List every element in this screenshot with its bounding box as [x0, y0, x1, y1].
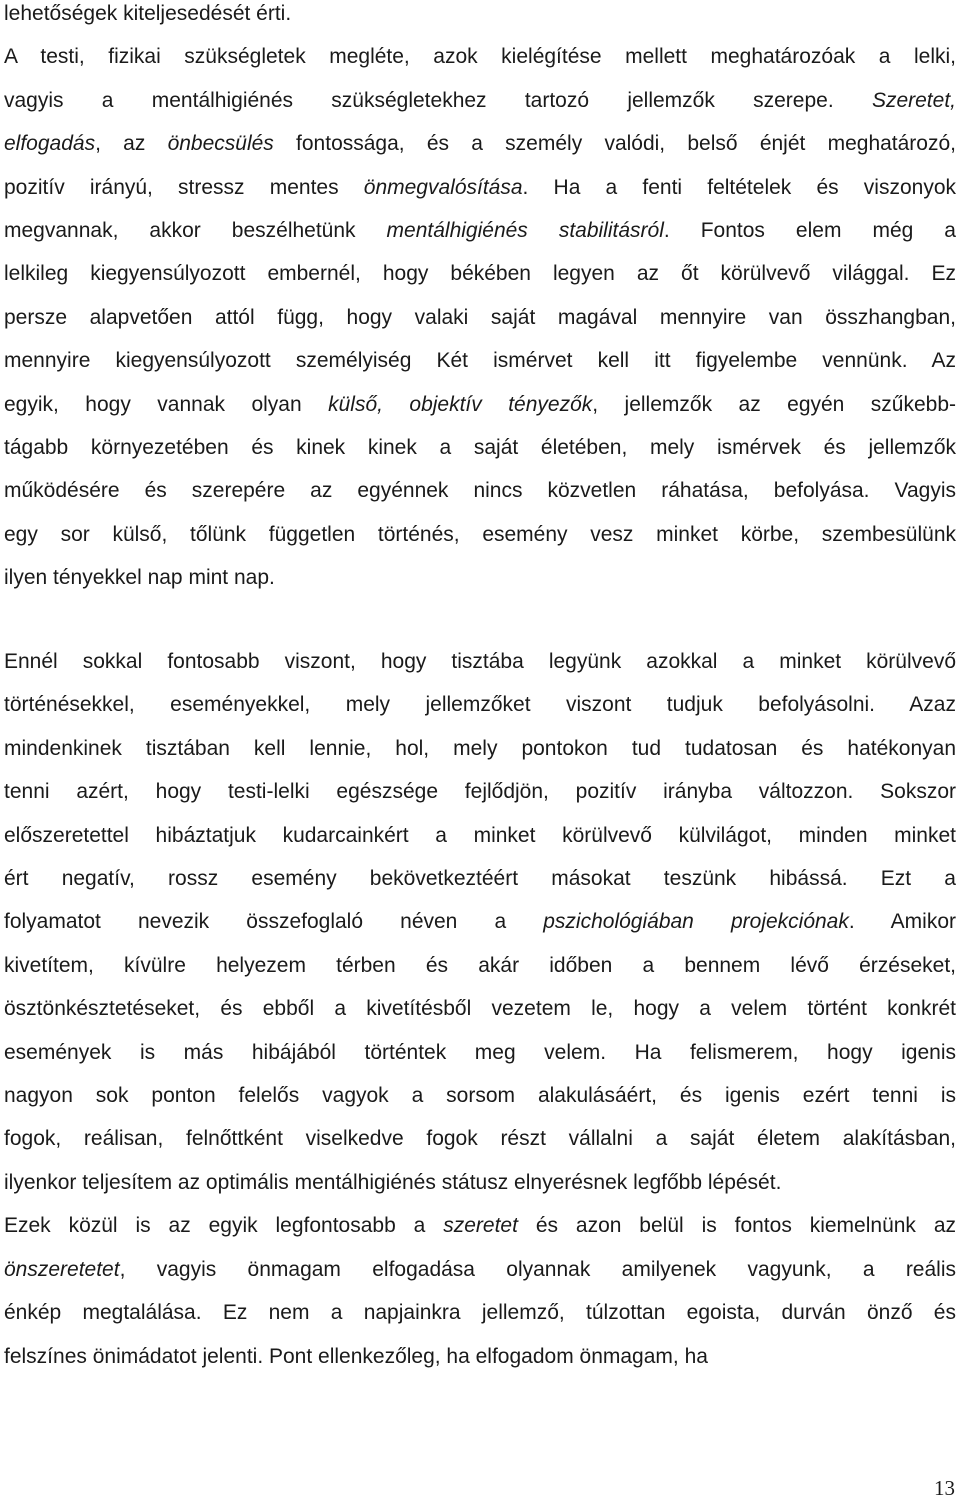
text-line	[4, 252, 956, 295]
italic-term: önbecsülés	[167, 132, 274, 156]
text-line	[4, 209, 956, 252]
text-line	[4, 1117, 956, 1160]
text-line	[4, 35, 956, 78]
text-run: tágabb környezetében és kinek kinek a saját életében, mely ismérvek és jellemzők	[4, 436, 956, 460]
text-run: tenni azért, hogy testi-lelki egészsége fejlődjön, pozitív irányba változzon. Sokszor	[4, 780, 956, 804]
italic-term: külső, objektív tényezők	[328, 392, 593, 416]
text-run: fontossága, és a személy valódi, belső énjét meghatározó,	[273, 132, 956, 156]
text-line	[4, 296, 956, 339]
text-line	[4, 900, 956, 943]
text-line	[4, 857, 956, 900]
text-run: . Fontos elem még a	[663, 219, 956, 243]
text-run: pozitív irányú, stressz mentes	[4, 175, 364, 199]
italic-term: pszichológiában projekciónak	[543, 910, 849, 934]
text-run: ösztönkésztetéseket, és ebből a kivetítésből vezetem le, hogy a velem történt konkrét	[4, 997, 956, 1021]
text-line	[4, 383, 956, 426]
text-line	[4, 79, 956, 122]
text-run: . Ha a fenti feltételek és viszonyok	[522, 175, 957, 199]
text-run: fogok, reálisan, felnőttként viselkedve fogok részt vállalni a saját életem alakításban,	[4, 1127, 956, 1151]
text-run: egyik, hogy vannak olyan	[4, 392, 329, 416]
paragraph-2	[4, 640, 956, 1378]
text-run: működésére és szerepére az egyénnek nincs közvetlen ráhatása, befolyása. Vagyis	[4, 479, 956, 503]
italic-term: elfogadás	[4, 132, 96, 156]
text-run: Ezek közül is az egyik legfontosabb a	[4, 1214, 444, 1238]
italic-term: önszeretetet	[4, 1257, 120, 1281]
text-line	[4, 814, 956, 857]
text-run: , vagyis önmagam elfogadása olyannak amilyenek vagyunk, a reális	[119, 1257, 956, 1281]
text-run: egy sor külső, tőlünk független történés, esemény vesz minket körbe, szembesülünk	[4, 522, 956, 546]
text-line	[4, 166, 956, 209]
text-line	[4, 683, 956, 726]
text-run: történésekkel, eseményekkel, mely jellemzőket viszont tudjuk befolyásolni. Azaz	[4, 693, 956, 717]
text-run: lehetőségek kiteljesedését érti.	[4, 2, 292, 25]
italic-term: mentálhigiénés stabilitásról	[386, 219, 664, 243]
text-run: A testi, fizikai szükségletek megléte, azok kielégítése mellett meghatározóak a lelki,	[4, 45, 956, 69]
text-line	[4, 640, 956, 683]
text-line	[4, 1335, 956, 1378]
text-run: ilyen tényekkel nap mint nap.	[4, 566, 275, 590]
text-run: nagyon sok ponton felelős vagyok a sorsom alakulásáért, és igenis ezért tenni is	[4, 1084, 956, 1108]
paragraph-1	[4, 0, 956, 600]
italic-term: önmegvalósítása	[363, 175, 523, 199]
page-number: 13	[934, 1476, 955, 1500]
text-run: énkép megtalálása. Ez nem a napjainkra jellemző, túlzottan egoista, durván önző és	[4, 1301, 956, 1325]
text-run: . Amikor	[848, 910, 956, 934]
text-run: persze alapvetően attól függ, hogy valaki saját magával mennyire van összhangban,	[4, 305, 956, 329]
text-run: , jellemzők az egyén szűkebb-	[592, 392, 957, 416]
text-line	[4, 556, 956, 599]
italic-term: szeretet	[443, 1214, 518, 1238]
text-run: megvannak, akkor beszélhetünk	[4, 219, 387, 243]
text-run: Ennél sokkal fontosabb viszont, hogy tisztába legyünk azokkal a minket körülvevő	[4, 650, 956, 673]
text-run: kivetítem, kívülre helyezem térben és akár időben a bennem lévő érzéseket,	[4, 953, 956, 977]
text-run: vagyis a mentálhigiénés szükségletekhez tartozó jellemzők szerepe.	[4, 88, 872, 112]
italic-term: Szeretet,	[871, 88, 956, 112]
text-run: és azon belül is fontos kiemelnünk az	[517, 1214, 956, 1238]
text-run: felszínes önimádatot jelenti. Pont ellenkezőleg, ha elfogadom önmagam, ha	[4, 1344, 708, 1368]
text-line	[4, 1204, 956, 1247]
text-line	[4, 513, 956, 556]
text-line	[4, 426, 956, 469]
text-run: mindenkinek tisztában kell lennie, hol, mely pontokon tud tudatosan és hatékonyan	[4, 736, 956, 760]
text-line	[4, 987, 956, 1030]
text-run: ilyenkor teljesítem az optimális mentálhigiénés státusz elnyerésnek legfőbb lépését.	[4, 1170, 782, 1194]
text-run: mennyire kiegyensúlyozott személyiség Két ismérvet kell itt figyelembe vennünk. Az	[4, 349, 956, 373]
text-line	[4, 1248, 956, 1291]
text-line	[4, 1291, 956, 1334]
text-run: , az	[95, 132, 168, 156]
text-line	[4, 122, 956, 165]
text-line	[4, 944, 956, 987]
text-run: folyamatot nevezik összefoglaló néven a	[4, 910, 544, 934]
text-run: ért negatív, rossz esemény bekövetkeztéért másokat teszünk hibássá. Ezt a	[4, 867, 956, 891]
text-line	[4, 1074, 956, 1117]
text-run: előszeretettel hibáztatjuk kudarcainkért a minket körülvevő külvilágot, minden minket	[4, 823, 956, 847]
text-line	[4, 469, 956, 512]
text-run: lelkileg kiegyensúlyozott embernél, hogy békében legyen az őt körülvevő világgal. Ez	[4, 262, 956, 286]
text-line	[4, 770, 956, 813]
text-run: események is más hibájából történtek meg velem. Ha felismerem, hogy igenis	[4, 1040, 956, 1064]
text-line	[4, 339, 956, 382]
text-line	[4, 1031, 956, 1074]
text-line	[4, 0, 956, 35]
text-line	[4, 1161, 956, 1204]
text-line	[4, 727, 956, 770]
